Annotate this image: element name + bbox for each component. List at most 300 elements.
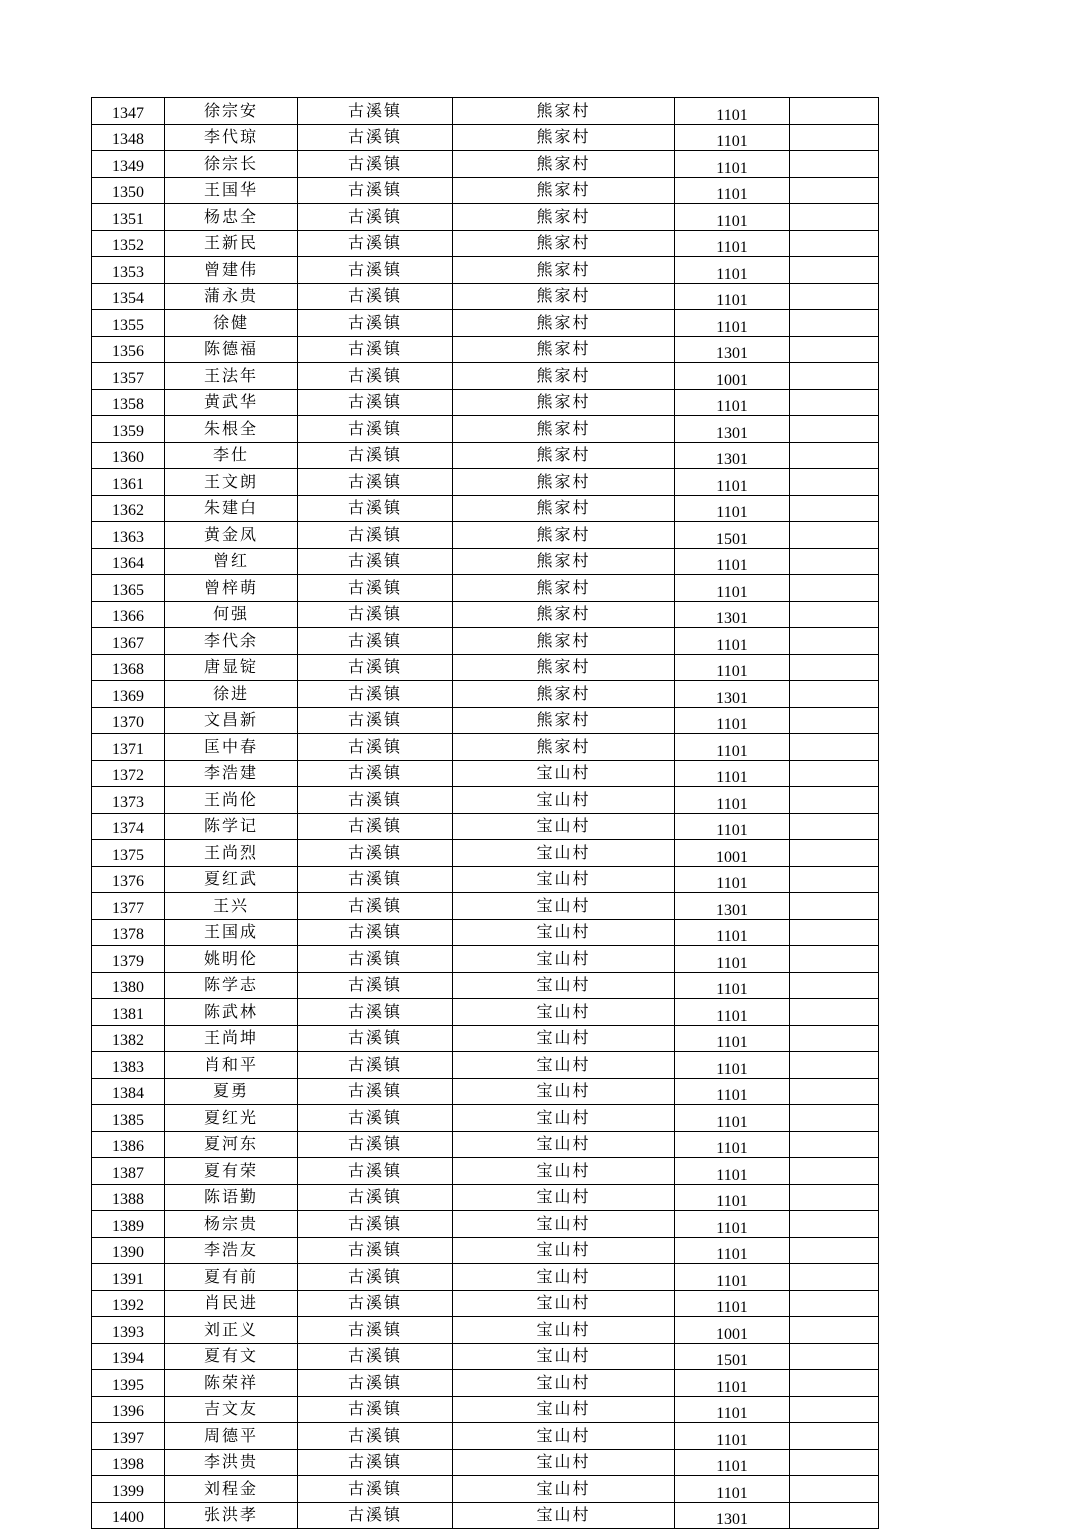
note-cell	[790, 866, 879, 893]
village-cell: 宝山村	[453, 1317, 675, 1344]
town-cell: 古溪镇	[298, 204, 453, 231]
row-number-cell: 1349	[92, 151, 165, 178]
person-name-cell: 徐宗长	[165, 151, 298, 178]
note-cell	[790, 548, 879, 575]
person-name-cell: 王兴	[165, 893, 298, 920]
village-cell: 宝山村	[453, 1423, 675, 1450]
note-cell	[790, 1052, 879, 1079]
table-row	[92, 1131, 879, 1158]
person-name-cell: 陈德福	[165, 336, 298, 363]
town-cell: 古溪镇	[298, 999, 453, 1026]
village-cell: 宝山村	[453, 1105, 675, 1132]
town-cell: 古溪镇	[298, 601, 453, 628]
code-cell: 1101	[675, 495, 790, 522]
person-name-cell: 王尚坤	[165, 1025, 298, 1052]
code-cell: 1101	[675, 98, 790, 125]
village-cell: 宝山村	[453, 999, 675, 1026]
table-row	[92, 866, 879, 893]
table-row	[92, 893, 879, 920]
table-row	[92, 124, 879, 151]
person-name-cell: 王国华	[165, 177, 298, 204]
note-cell	[790, 1396, 879, 1423]
village-cell: 熊家村	[453, 681, 675, 708]
person-name-cell: 曾建伟	[165, 257, 298, 284]
table-row	[92, 1396, 879, 1423]
note-cell	[790, 654, 879, 681]
table-row	[92, 575, 879, 602]
town-cell: 古溪镇	[298, 336, 453, 363]
row-number-cell: 1357	[92, 363, 165, 390]
town-cell: 古溪镇	[298, 946, 453, 973]
code-cell: 1101	[675, 1370, 790, 1397]
person-name-cell: 徐进	[165, 681, 298, 708]
note-cell	[790, 1264, 879, 1291]
town-cell: 古溪镇	[298, 813, 453, 840]
town-cell: 古溪镇	[298, 1502, 453, 1529]
row-number-cell: 1369	[92, 681, 165, 708]
row-number-cell: 1370	[92, 707, 165, 734]
town-cell: 古溪镇	[298, 1449, 453, 1476]
village-cell: 宝山村	[453, 893, 675, 920]
row-number-cell: 1356	[92, 336, 165, 363]
row-number-cell: 1353	[92, 257, 165, 284]
row-number-cell: 1392	[92, 1290, 165, 1317]
code-cell: 1501	[675, 1343, 790, 1370]
table-row	[92, 283, 879, 310]
town-cell: 古溪镇	[298, 1025, 453, 1052]
code-cell: 1301	[675, 681, 790, 708]
town-cell: 古溪镇	[298, 1158, 453, 1185]
person-name-cell: 王尚烈	[165, 840, 298, 867]
person-name-cell: 朱建白	[165, 495, 298, 522]
table-row	[92, 1158, 879, 1185]
code-cell: 1101	[675, 283, 790, 310]
village-cell: 宝山村	[453, 972, 675, 999]
code-cell: 1301	[675, 416, 790, 443]
table-row	[92, 1211, 879, 1238]
village-cell: 宝山村	[453, 919, 675, 946]
code-cell: 1101	[675, 1290, 790, 1317]
village-cell: 熊家村	[453, 575, 675, 602]
row-number-cell: 1363	[92, 522, 165, 549]
note-cell	[790, 1184, 879, 1211]
town-cell: 古溪镇	[298, 1237, 453, 1264]
note-cell	[790, 893, 879, 920]
code-cell: 1101	[675, 1105, 790, 1132]
row-number-cell: 1371	[92, 734, 165, 761]
town-cell: 古溪镇	[298, 522, 453, 549]
table-row	[92, 204, 879, 231]
code-cell: 1101	[675, 151, 790, 178]
code-cell: 1101	[675, 866, 790, 893]
code-cell: 1101	[675, 654, 790, 681]
note-cell	[790, 1502, 879, 1529]
note-cell	[790, 1078, 879, 1105]
note-cell	[790, 442, 879, 469]
row-number-cell: 1374	[92, 813, 165, 840]
person-name-cell: 文昌新	[165, 707, 298, 734]
village-cell: 宝山村	[453, 787, 675, 814]
row-number-cell: 1351	[92, 204, 165, 231]
table-row	[92, 1052, 879, 1079]
row-number-cell: 1388	[92, 1184, 165, 1211]
note-cell	[790, 1237, 879, 1264]
person-name-cell: 夏有前	[165, 1264, 298, 1291]
person-name-cell: 李代余	[165, 628, 298, 655]
town-cell: 古溪镇	[298, 1105, 453, 1132]
person-name-cell: 王文朗	[165, 469, 298, 496]
code-cell: 1101	[675, 813, 790, 840]
code-cell: 1101	[675, 1158, 790, 1185]
person-name-cell: 黄武华	[165, 389, 298, 416]
table-row	[92, 760, 879, 787]
row-number-cell: 1362	[92, 495, 165, 522]
note-cell	[790, 1476, 879, 1503]
village-cell: 熊家村	[453, 363, 675, 390]
row-number-cell: 1367	[92, 628, 165, 655]
town-cell: 古溪镇	[298, 98, 453, 125]
table-row	[92, 1449, 879, 1476]
person-name-cell: 徐健	[165, 310, 298, 337]
note-cell	[790, 681, 879, 708]
village-cell: 熊家村	[453, 442, 675, 469]
table-row	[92, 389, 879, 416]
row-number-cell: 1397	[92, 1423, 165, 1450]
village-cell: 宝山村	[453, 1237, 675, 1264]
code-cell: 1101	[675, 575, 790, 602]
person-name-cell: 肖民进	[165, 1290, 298, 1317]
row-number-cell: 1394	[92, 1343, 165, 1370]
table-row	[92, 336, 879, 363]
note-cell	[790, 389, 879, 416]
code-cell: 1101	[675, 1264, 790, 1291]
table-row	[92, 654, 879, 681]
code-cell: 1001	[675, 840, 790, 867]
table-row	[92, 919, 879, 946]
row-number-cell: 1390	[92, 1237, 165, 1264]
table-row	[92, 1343, 879, 1370]
code-cell: 1101	[675, 1078, 790, 1105]
town-cell: 古溪镇	[298, 1052, 453, 1079]
village-cell: 熊家村	[453, 310, 675, 337]
code-cell: 1301	[675, 601, 790, 628]
note-cell	[790, 1158, 879, 1185]
row-number-cell: 1386	[92, 1131, 165, 1158]
row-number-cell: 1398	[92, 1449, 165, 1476]
village-cell: 宝山村	[453, 1158, 675, 1185]
row-number-cell: 1378	[92, 919, 165, 946]
row-number-cell: 1395	[92, 1370, 165, 1397]
village-cell: 宝山村	[453, 1502, 675, 1529]
village-cell: 宝山村	[453, 813, 675, 840]
town-cell: 古溪镇	[298, 1211, 453, 1238]
person-name-cell: 刘正义	[165, 1317, 298, 1344]
table-row	[92, 1184, 879, 1211]
data-table	[91, 97, 879, 1529]
person-name-cell: 李仕	[165, 442, 298, 469]
table-row	[92, 522, 879, 549]
table-row	[92, 972, 879, 999]
town-cell: 古溪镇	[298, 893, 453, 920]
code-cell: 1101	[675, 469, 790, 496]
note-cell	[790, 601, 879, 628]
table-row	[92, 1502, 879, 1529]
person-name-cell: 夏红武	[165, 866, 298, 893]
code-cell: 1101	[675, 628, 790, 655]
person-name-cell: 朱根全	[165, 416, 298, 443]
village-cell: 熊家村	[453, 734, 675, 761]
village-cell: 宝山村	[453, 1264, 675, 1291]
note-cell	[790, 919, 879, 946]
person-name-cell: 陈学记	[165, 813, 298, 840]
row-number-cell: 1382	[92, 1025, 165, 1052]
code-cell: 1101	[675, 1449, 790, 1476]
code-cell: 1101	[675, 124, 790, 151]
town-cell: 古溪镇	[298, 548, 453, 575]
person-name-cell: 姚明伦	[165, 946, 298, 973]
village-cell: 宝山村	[453, 840, 675, 867]
code-cell: 1101	[675, 177, 790, 204]
row-number-cell: 1359	[92, 416, 165, 443]
person-name-cell: 陈语勤	[165, 1184, 298, 1211]
code-cell: 1101	[675, 1423, 790, 1450]
row-number-cell: 1364	[92, 548, 165, 575]
row-number-cell: 1372	[92, 760, 165, 787]
town-cell: 古溪镇	[298, 1078, 453, 1105]
person-name-cell: 陈武林	[165, 999, 298, 1026]
village-cell: 熊家村	[453, 601, 675, 628]
town-cell: 古溪镇	[298, 1370, 453, 1397]
table-row	[92, 495, 879, 522]
person-name-cell: 曾红	[165, 548, 298, 575]
town-cell: 古溪镇	[298, 734, 453, 761]
town-cell: 古溪镇	[298, 442, 453, 469]
village-cell: 熊家村	[453, 151, 675, 178]
note-cell	[790, 177, 879, 204]
note-cell	[790, 760, 879, 787]
code-cell: 1001	[675, 1317, 790, 1344]
code-cell: 1101	[675, 389, 790, 416]
table-row	[92, 734, 879, 761]
village-cell: 熊家村	[453, 124, 675, 151]
code-cell: 1101	[675, 1237, 790, 1264]
village-cell: 熊家村	[453, 654, 675, 681]
village-cell: 宝山村	[453, 946, 675, 973]
village-cell: 熊家村	[453, 230, 675, 257]
row-number-cell: 1368	[92, 654, 165, 681]
table-row	[92, 1025, 879, 1052]
village-cell: 熊家村	[453, 495, 675, 522]
code-cell: 1101	[675, 1211, 790, 1238]
village-cell: 熊家村	[453, 416, 675, 443]
row-number-cell: 1360	[92, 442, 165, 469]
person-name-cell: 肖和平	[165, 1052, 298, 1079]
note-cell	[790, 124, 879, 151]
town-cell: 古溪镇	[298, 840, 453, 867]
village-cell: 宝山村	[453, 1025, 675, 1052]
row-number-cell: 1350	[92, 177, 165, 204]
note-cell	[790, 946, 879, 973]
code-cell: 1301	[675, 1502, 790, 1529]
table-row	[92, 787, 879, 814]
village-cell: 熊家村	[453, 548, 675, 575]
town-cell: 古溪镇	[298, 177, 453, 204]
note-cell	[790, 204, 879, 231]
code-cell: 1101	[675, 204, 790, 231]
town-cell: 古溪镇	[298, 283, 453, 310]
town-cell: 古溪镇	[298, 1184, 453, 1211]
village-cell: 熊家村	[453, 522, 675, 549]
person-name-cell: 刘程金	[165, 1476, 298, 1503]
note-cell	[790, 1131, 879, 1158]
table-row	[92, 310, 879, 337]
code-cell: 1301	[675, 893, 790, 920]
note-cell	[790, 336, 879, 363]
note-cell	[790, 230, 879, 257]
table-row	[92, 1078, 879, 1105]
note-cell	[790, 310, 879, 337]
person-name-cell: 蒲永贵	[165, 283, 298, 310]
table-row	[92, 98, 879, 125]
village-cell: 宝山村	[453, 760, 675, 787]
village-cell: 宝山村	[453, 866, 675, 893]
note-cell	[790, 628, 879, 655]
table-row	[92, 230, 879, 257]
village-cell: 熊家村	[453, 336, 675, 363]
village-cell: 宝山村	[453, 1290, 675, 1317]
row-number-cell: 1354	[92, 283, 165, 310]
village-cell: 宝山村	[453, 1370, 675, 1397]
person-name-cell: 杨宗贵	[165, 1211, 298, 1238]
row-number-cell: 1391	[92, 1264, 165, 1291]
note-cell	[790, 707, 879, 734]
person-name-cell: 黄金凤	[165, 522, 298, 549]
town-cell: 古溪镇	[298, 124, 453, 151]
row-number-cell: 1365	[92, 575, 165, 602]
person-name-cell: 李浩友	[165, 1237, 298, 1264]
note-cell	[790, 999, 879, 1026]
table-row	[92, 999, 879, 1026]
person-name-cell: 张洪孝	[165, 1502, 298, 1529]
code-cell: 1101	[675, 972, 790, 999]
table-row	[92, 257, 879, 284]
village-cell: 宝山村	[453, 1476, 675, 1503]
row-number-cell: 1358	[92, 389, 165, 416]
table-row	[92, 840, 879, 867]
town-cell: 古溪镇	[298, 1343, 453, 1370]
town-cell: 古溪镇	[298, 628, 453, 655]
row-number-cell: 1375	[92, 840, 165, 867]
person-name-cell: 夏红光	[165, 1105, 298, 1132]
village-cell: 熊家村	[453, 707, 675, 734]
table-row	[92, 707, 879, 734]
table-row	[92, 442, 879, 469]
code-cell: 1101	[675, 787, 790, 814]
row-number-cell: 1348	[92, 124, 165, 151]
town-cell: 古溪镇	[298, 469, 453, 496]
code-cell: 1101	[675, 734, 790, 761]
town-cell: 古溪镇	[298, 1290, 453, 1317]
code-cell: 1101	[675, 310, 790, 337]
note-cell	[790, 1290, 879, 1317]
village-cell: 熊家村	[453, 628, 675, 655]
note-cell	[790, 495, 879, 522]
person-name-cell: 夏河东	[165, 1131, 298, 1158]
town-cell: 古溪镇	[298, 681, 453, 708]
row-number-cell: 1396	[92, 1396, 165, 1423]
note-cell	[790, 469, 879, 496]
person-name-cell: 王国成	[165, 919, 298, 946]
person-name-cell: 吉文友	[165, 1396, 298, 1423]
row-number-cell: 1399	[92, 1476, 165, 1503]
table-row	[92, 151, 879, 178]
town-cell: 古溪镇	[298, 389, 453, 416]
note-cell	[790, 1423, 879, 1450]
code-cell: 1301	[675, 336, 790, 363]
person-name-cell: 唐显锭	[165, 654, 298, 681]
code-cell: 1101	[675, 760, 790, 787]
person-name-cell: 李洪贵	[165, 1449, 298, 1476]
row-number-cell: 1385	[92, 1105, 165, 1132]
town-cell: 古溪镇	[298, 257, 453, 284]
town-cell: 古溪镇	[298, 1476, 453, 1503]
town-cell: 古溪镇	[298, 1131, 453, 1158]
table-row	[92, 628, 879, 655]
note-cell	[790, 972, 879, 999]
note-cell	[790, 151, 879, 178]
town-cell: 古溪镇	[298, 972, 453, 999]
row-number-cell: 1373	[92, 787, 165, 814]
town-cell: 古溪镇	[298, 760, 453, 787]
row-number-cell: 1400	[92, 1502, 165, 1529]
town-cell: 古溪镇	[298, 707, 453, 734]
row-number-cell: 1352	[92, 230, 165, 257]
town-cell: 古溪镇	[298, 1264, 453, 1291]
table-row	[92, 177, 879, 204]
code-cell: 1501	[675, 522, 790, 549]
village-cell: 宝山村	[453, 1449, 675, 1476]
person-name-cell: 王法年	[165, 363, 298, 390]
note-cell	[790, 1025, 879, 1052]
village-cell: 宝山村	[453, 1184, 675, 1211]
code-cell: 1001	[675, 363, 790, 390]
table-row	[92, 1370, 879, 1397]
row-number-cell: 1366	[92, 601, 165, 628]
code-cell: 1101	[675, 257, 790, 284]
village-cell: 宝山村	[453, 1343, 675, 1370]
village-cell: 宝山村	[453, 1211, 675, 1238]
table-row	[92, 1237, 879, 1264]
row-number-cell: 1361	[92, 469, 165, 496]
code-cell: 1101	[675, 1025, 790, 1052]
note-cell	[790, 1449, 879, 1476]
person-name-cell: 李代琼	[165, 124, 298, 151]
village-cell: 宝山村	[453, 1052, 675, 1079]
town-cell: 古溪镇	[298, 866, 453, 893]
note-cell	[790, 787, 879, 814]
village-cell: 宝山村	[453, 1078, 675, 1105]
village-cell: 熊家村	[453, 469, 675, 496]
row-number-cell: 1379	[92, 946, 165, 973]
note-cell	[790, 1370, 879, 1397]
person-name-cell: 徐宗安	[165, 98, 298, 125]
note-cell	[790, 813, 879, 840]
note-cell	[790, 257, 879, 284]
town-cell: 古溪镇	[298, 787, 453, 814]
town-cell: 古溪镇	[298, 1396, 453, 1423]
note-cell	[790, 98, 879, 125]
note-cell	[790, 1343, 879, 1370]
